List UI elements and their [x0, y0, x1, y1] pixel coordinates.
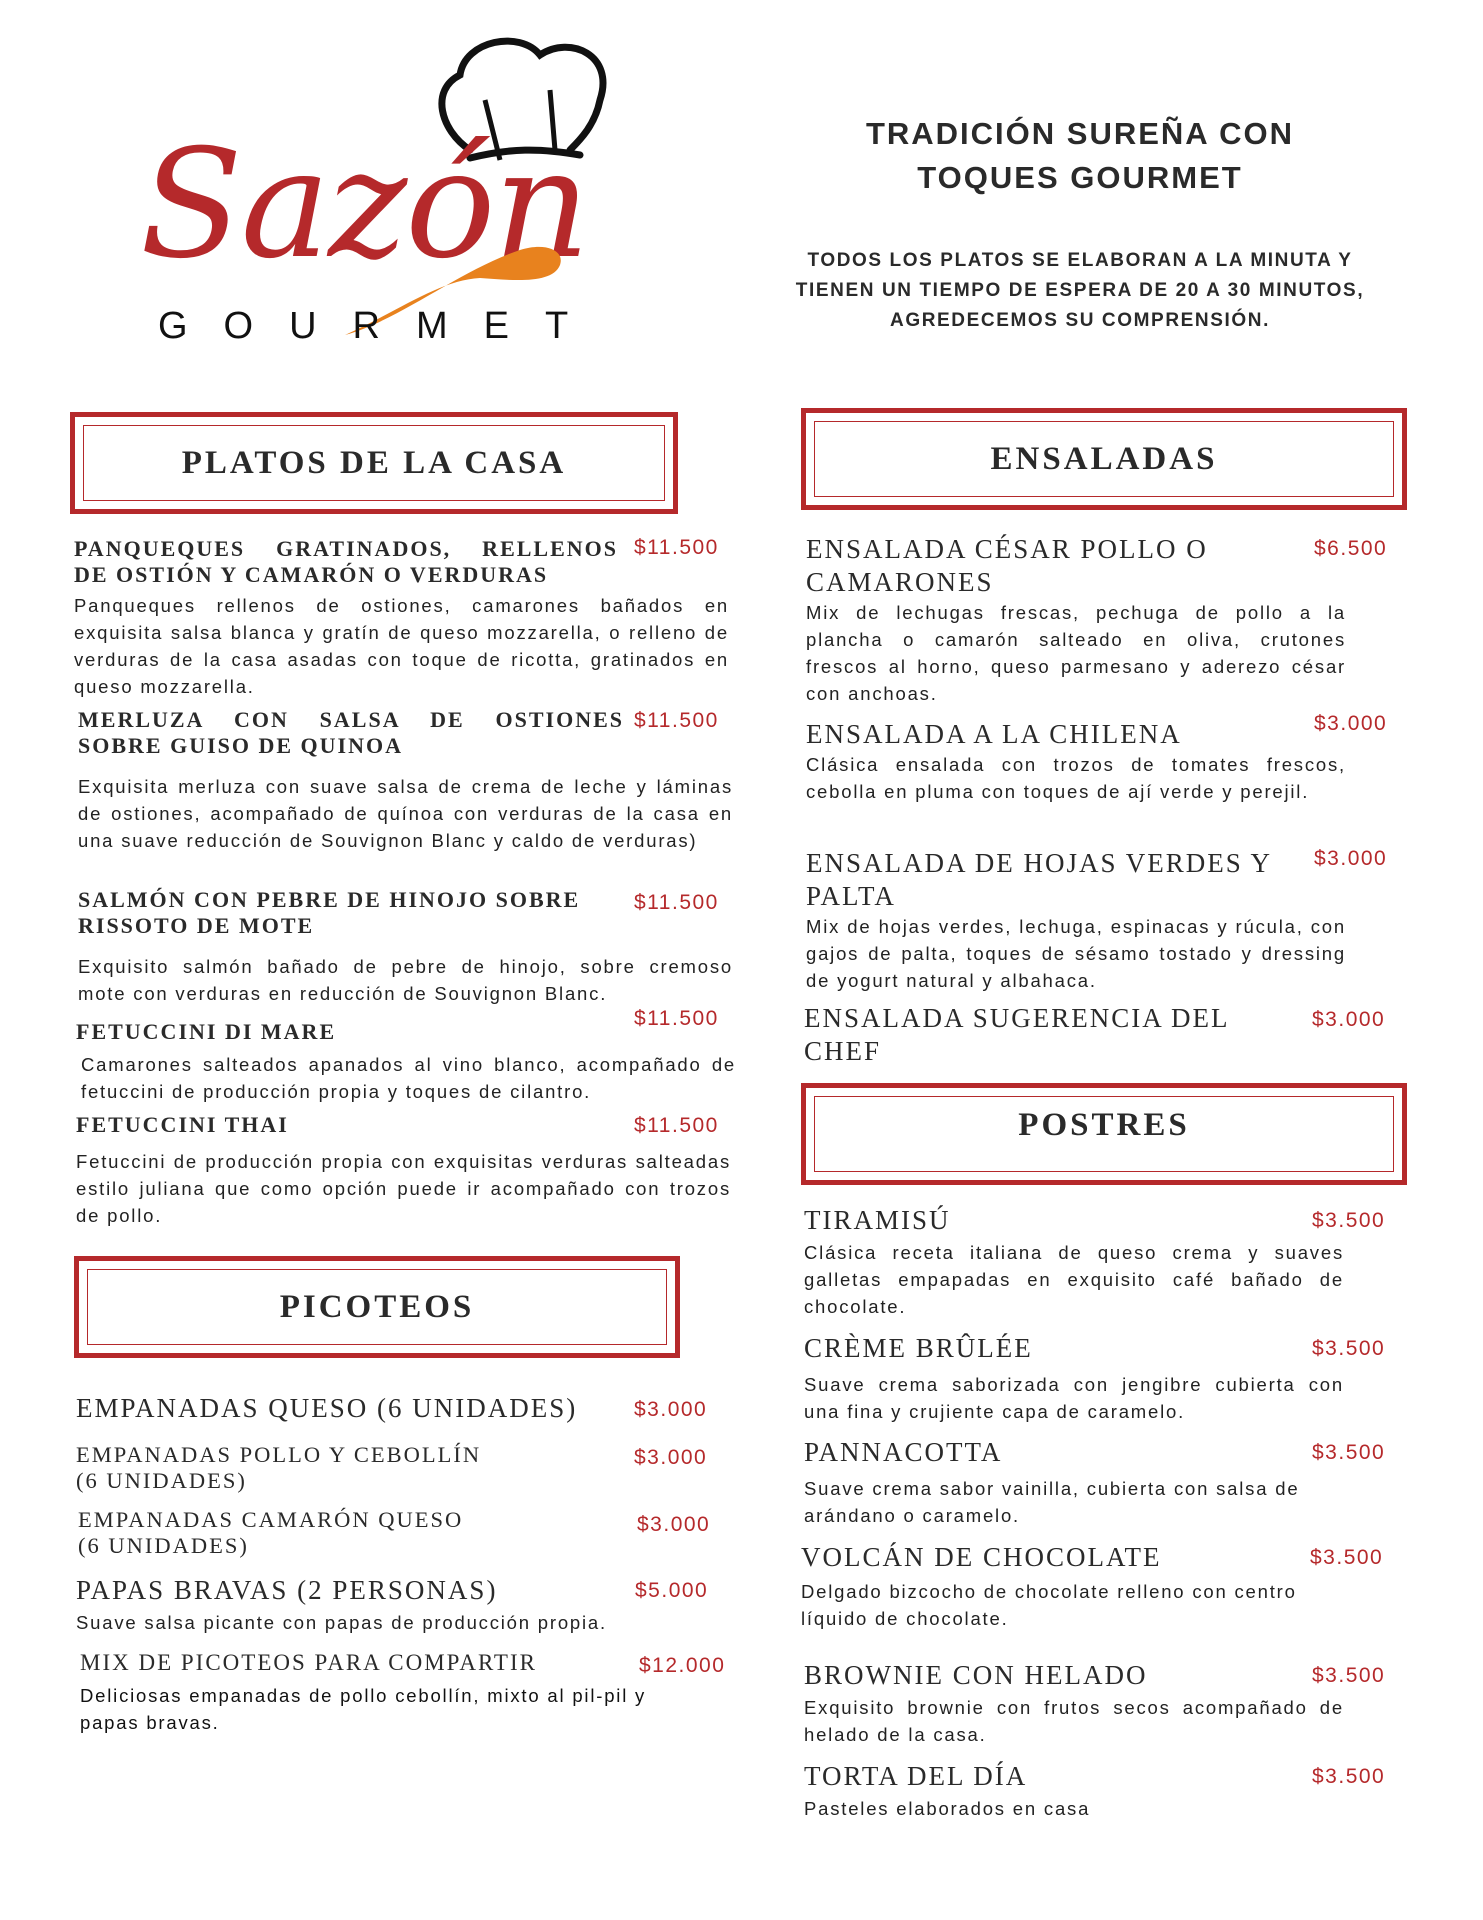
menu-item: SALMÓN CON PEBRE DE HINOJO SOBRE RISSOTO DE MOTE $11.500 Exquisito salmón bañado de pebre de hinojo, sobre cremoso mote con verduras en reducción de Souvignon Blanc. — [78, 887, 738, 1007]
menu-item: ENSALADA CÉSAR POLLO O CAMARONES $6.500 Mix de lechugas frescas, pechuga de pollo a la plancha o camarón salteado en oliva, crutones frescos al horno, queso parmesano y aderezo césar con anchoas. — [806, 533, 1406, 707]
item-description: Exquisito salmón bañado de pebre de hinojo, sobre cremoso mote con verduras en reducción de Souvignon Blanc. — [78, 956, 733, 1004]
item-description: Fetuccini de producción propia con exquisitas verduras salteadas estilo juliana que como opción puede ir acompañado con trozos de pollo. — [76, 1151, 731, 1226]
menu-item: PANNACOTTA $3.500 Suave crema sabor vainilla, cubierta con salsa de arándano o caramelo. — [804, 1436, 1404, 1529]
menu-item: VOLCÁN DE CHOCOLATE $3.500 Delgado bizcocho de chocolate relleno con centro líquido de chocolate. — [801, 1541, 1401, 1632]
item-description: Suave crema sabor vainilla, cubierta con salsa de arándano o caramelo. — [804, 1478, 1300, 1526]
item-description: Camarones salteados apanados al vino blanco, acompañado de fetuccini de producción propia y toques de cilantro. — [81, 1054, 736, 1102]
menu-item: EMPANADAS QUESO (6 UNIDADES) $3.000 — [76, 1393, 708, 1423]
item-description: Mix de lechugas frescas, pechuga de pollo a la plancha o camarón salteado en oliva, crutones frescos al horno, queso parmesano y aderezo césar con anchoas. — [806, 602, 1346, 704]
item-price: $3.000 — [1314, 712, 1388, 735]
menu-item: PANQUEQUES GRATINADOS, RELLENOS DE OSTIÓN Y CAMARÓN O VERDURAS $11.500 Panqueques rellenos de ostiones, camarones bañados en exquisita salsa blanca y gratín de queso mozzarella, o relleno de verduras de la casa asadas con toque de ricotta, gratinados en queso mozzarella. — [74, 536, 734, 700]
item-description: Clásica receta italiana de queso crema y suaves galletas empapadas en exquisito café bañado de chocolate. — [804, 1242, 1344, 1317]
section-title: PLATOS DE LA CASA — [181, 444, 567, 481]
item-description: Exquisito brownie con frutos secos acompañado de helado de la casa. — [804, 1697, 1344, 1745]
item-description: Deliciosas empanadas de pollo cebollín, mixto al pil-pil y papas bravas. — [80, 1685, 647, 1733]
item-description: Suave salsa picante con papas de producción propia. — [76, 1612, 607, 1633]
item-price: $11.500 — [634, 536, 719, 559]
section-ensaladas-header — [801, 408, 1407, 510]
logo-subtitle: GOURMET — [158, 305, 605, 347]
item-description: Pasteles elaborados en casa — [804, 1798, 1091, 1819]
item-price: $3.000 — [1314, 847, 1388, 870]
item-price: $3.000 — [637, 1513, 711, 1536]
item-price: $3.500 — [1310, 1546, 1384, 1569]
menu-item: EMPANADAS CAMARÓN QUESO (6 UNIDADES) $3.000 — [78, 1507, 711, 1558]
menu-item: ENSALADA SUGERENCIA DEL CHEF $3.000 — [804, 1003, 1386, 1066]
item-description: Mix de hojas verdes, lechuga, espinacas y rúcula, con gajos de palta, toques de sésamo tostado y dressing de yogurt natural y albahaca. — [806, 916, 1346, 991]
item-price: $11.500 — [634, 1114, 719, 1137]
menu-item: BROWNIE CON HELADO $3.500 Exquisito brownie con frutos secos acompañado de helado de la casa. — [804, 1659, 1404, 1748]
item-price: $3.500 — [1312, 1765, 1386, 1788]
menu-item: ENSALADA DE HOJAS VERDES Y PALTA $3.000 Mix de hojas verdes, lechuga, espinacas y rúcula, con gajos de palta, toques de sésamo tostado y dressing de yogurt natural y albahaca. — [806, 847, 1406, 994]
item-price: $3.000 — [1312, 1008, 1386, 1031]
section-title: PICOTEOS — [279, 1288, 475, 1325]
menu-item: PAPAS BRAVAS (2 PERSONAS) $5.000 Suave salsa picante con papas de producción propia. — [76, 1574, 736, 1636]
section-picoteos-header — [74, 1256, 680, 1358]
item-price: $3.000 — [634, 1446, 708, 1469]
menu-item: ENSALADA A LA CHILENA $3.000 Clásica ensalada con trozos de tomates frescos, cebolla en pluma con toques de ají verde y perejil. — [806, 718, 1406, 805]
item-price: $3.500 — [1312, 1209, 1386, 1232]
menu-item: MIX DE PICOTEOS PARA COMPARTIR $12.000 Deliciosas empanadas de pollo cebollín, mixto al pil-pil y papas bravas. — [80, 1650, 740, 1736]
item-price: $11.500 — [634, 709, 719, 732]
logo — [130, 30, 630, 350]
menu-item: EMPANADAS POLLO Y CEBOLLÍN (6 UNIDADES) $3.000 — [76, 1442, 708, 1493]
item-description: Clásica ensalada con trozos de tomates frescos, cebolla en pluma con toques de ají verde y perejil. — [806, 754, 1346, 802]
menu-item: TIRAMISÚ $3.500 Clásica receta italiana de queso crema y suaves galletas empapadas en exquisito café bañado de chocolate. — [804, 1204, 1404, 1320]
item-price: $11.500 — [634, 1007, 719, 1030]
item-price: $3.500 — [1312, 1664, 1386, 1687]
item-price: $12.000 — [639, 1654, 726, 1677]
menu-item: FETUCCINI THAI $11.500 Fetuccini de producción propia con exquisitas verduras salteadas estilo juliana que como opción puede ir acompañado con trozos de pollo. — [76, 1112, 736, 1229]
menu-item: TORTA DEL DÍA $3.500 Pasteles elaborados en casa — [804, 1760, 1404, 1822]
item-price: $6.500 — [1314, 537, 1388, 560]
item-price: $5.000 — [635, 1579, 709, 1602]
section-postres-header — [801, 1083, 1407, 1185]
menu-item: $11.500 FETUCCINI DI MARE Camarones salteados apanados al vino blanco, acompañado de fetuccini de producción propia y toques de cilantro. — [76, 1003, 736, 1105]
item-description: Suave crema saborizada con jengibre cubierta con una fina y crujiente capa de caramelo. — [804, 1374, 1344, 1422]
wait-notice: TODOS LOS PLATOS SE ELABORAN A LA MINUTA Y TIENEN UN TIEMPO DE ESPERA DE 20 A 30 MINUTOS, AGREDECEMOS SU COMPRENSIÓN. — [795, 250, 1365, 331]
item-price: $3.000 — [634, 1398, 708, 1421]
menu-item: MERLUZA CON SALSA DE OSTIONES SOBRE GUISO DE QUINOA $11.500 Exquisita merluza con suave salsa de crema de leche y láminas de ostiones, acompañado de quínoa con verduras de la casa en una suave reducción de Souvignon Blanc y caldo de verduras) — [78, 707, 738, 854]
section-casa-header — [70, 412, 678, 514]
menu-item: CRÈME BRÛLÉE $3.500 Suave crema saborizada con jengibre cubierta con una fina y crujiente capa de caramelo. — [804, 1332, 1404, 1425]
item-price: $3.500 — [1312, 1337, 1386, 1360]
item-description: Exquisita merluza con suave salsa de crema de leche y láminas de ostiones, acompañado de quínoa con verduras de la casa en una suave reducción de Souvignon Blanc y caldo de verduras) — [78, 776, 733, 851]
item-description: Delgado bizcocho de chocolate relleno con centro líquido de chocolate. — [801, 1581, 1297, 1629]
section-title: ENSALADAS — [990, 440, 1218, 477]
item-price: $3.500 — [1312, 1441, 1386, 1464]
logo-wordmark: Sazón — [140, 118, 589, 292]
item-price: $11.500 — [634, 891, 719, 914]
tagline: TRADICIÓN SUREÑA CON TOQUES GOURMET — [865, 116, 1295, 195]
item-description: Panqueques rellenos de ostiones, camarones bañados en exquisita salsa blanca y gratín de queso mozzarella, o relleno de verduras de la casa asadas con toque de ricotta, gratinados en queso mozzarella. — [74, 595, 729, 697]
section-title: POSTRES — [1018, 1107, 1190, 1143]
